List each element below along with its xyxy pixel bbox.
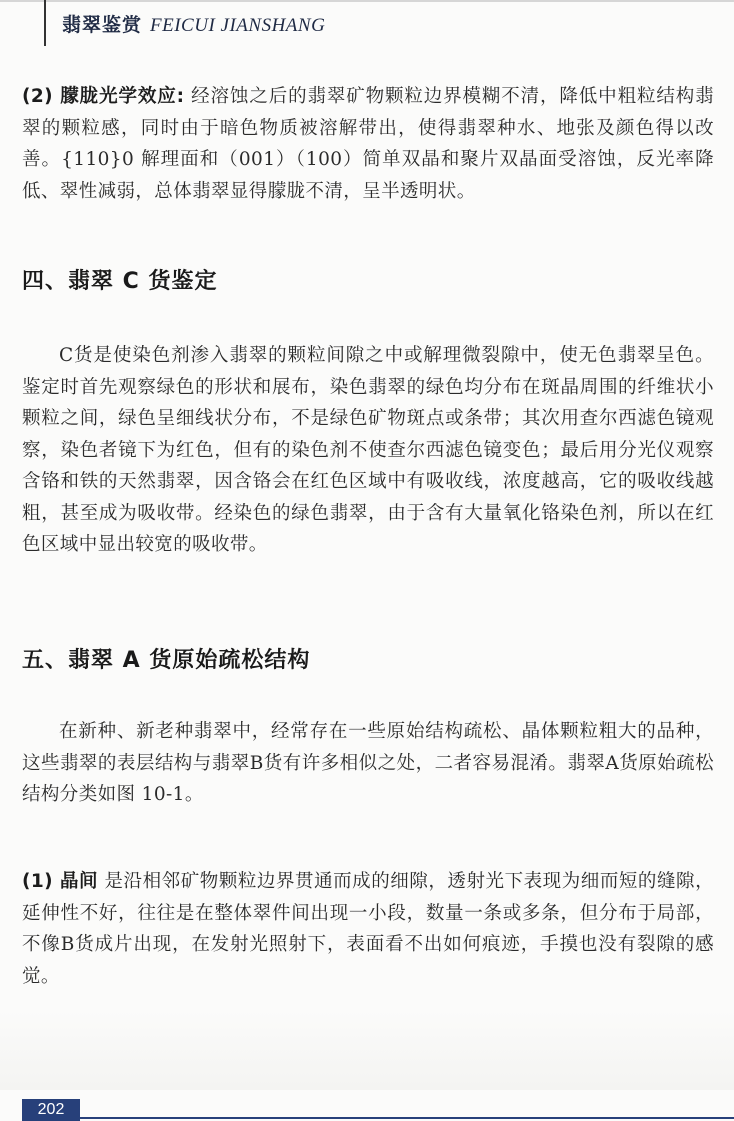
paragraph-text: 经溶蚀之后的翡翠矿物颗粒边界模糊不清，降低中粗粒结构翡翠的颗粒感，同时由于暗色物质被溶解带出，使得翡翠种水、地张及颜色得以改善。{110}0 解理面和（001）（100）简单双晶和聚片双晶面受溶蚀，反光率降低、翠性减弱，总体翡翠显得朦胧不清，呈半透明状。 xyxy=(22,86,714,202)
page-number: 202 xyxy=(22,1099,80,1121)
paragraph-c-goods: C货是使染色剂渗入翡翠的颗粒间隙之中或解理微裂隙中，使无色翡翠呈色。鉴定时首先观察绿色的形状和展布，染色翡翠的绿色均分布在斑晶周围的纤维状小颗粒之间，绿色呈细线状分布，不是绿色矿物斑点或条带；其次用查尔西滤色镜观察，染色者镜下为红色，但有的染色剂不使查尔西滤色镜变色；最后用分光仪观察含铬和铁的天然翡翠，因含铬会在红色区域中有吸收线，浓度越高，它的吸收线越粗，甚至成为吸收带。经染色的绿色翡翠，由于含有大量氧化铬染色剂，所以在红色区域中显出较宽的吸收带。 xyxy=(22,345,714,555)
paragraph-blur-effect xyxy=(22,81,714,207)
footer-rule xyxy=(80,1117,734,1119)
page-top-border xyxy=(0,0,734,2)
section-heading-c-goods: 四、翡翠 C 货鉴定 xyxy=(22,269,218,294)
page-bottom-shading xyxy=(0,1010,734,1090)
header-edge-rule xyxy=(44,0,46,46)
paragraph-intergranular xyxy=(22,866,714,992)
header-title-cn: 翡翠鉴赏 xyxy=(62,14,143,36)
section-heading-a-goods: 五、翡翠 A 货原始疏松结构 xyxy=(22,648,311,673)
paragraph-lead: (2) 朦胧光学效应: xyxy=(22,86,185,107)
running-header xyxy=(62,10,325,38)
paragraph-lead: (1) 晶间 xyxy=(22,871,99,892)
paragraph-a-goods: 在新种、新老种翡翠中，经常存在一些原始结构疏松、晶体颗粒粗大的品种，这些翡翠的表层结构与翡翠B货有许多相似之处，二者容易混淆。翡翠A货原始疏松结构分类如图 10-1。 xyxy=(22,721,714,805)
header-title-en: FEICUI JIANSHANG xyxy=(150,15,326,36)
paragraph-text: 是沿相邻矿物颗粒边界贯通而成的细隙，透射光下表现为细而短的缝隙，延伸性不好，往往是在整体翠件间出现一小段，数量一条或多条，但分布于局部，不像B货成片出现，在发射光照射下，表面看不出如何痕迹，手摸也没有裂隙的感觉。 xyxy=(22,871,714,987)
